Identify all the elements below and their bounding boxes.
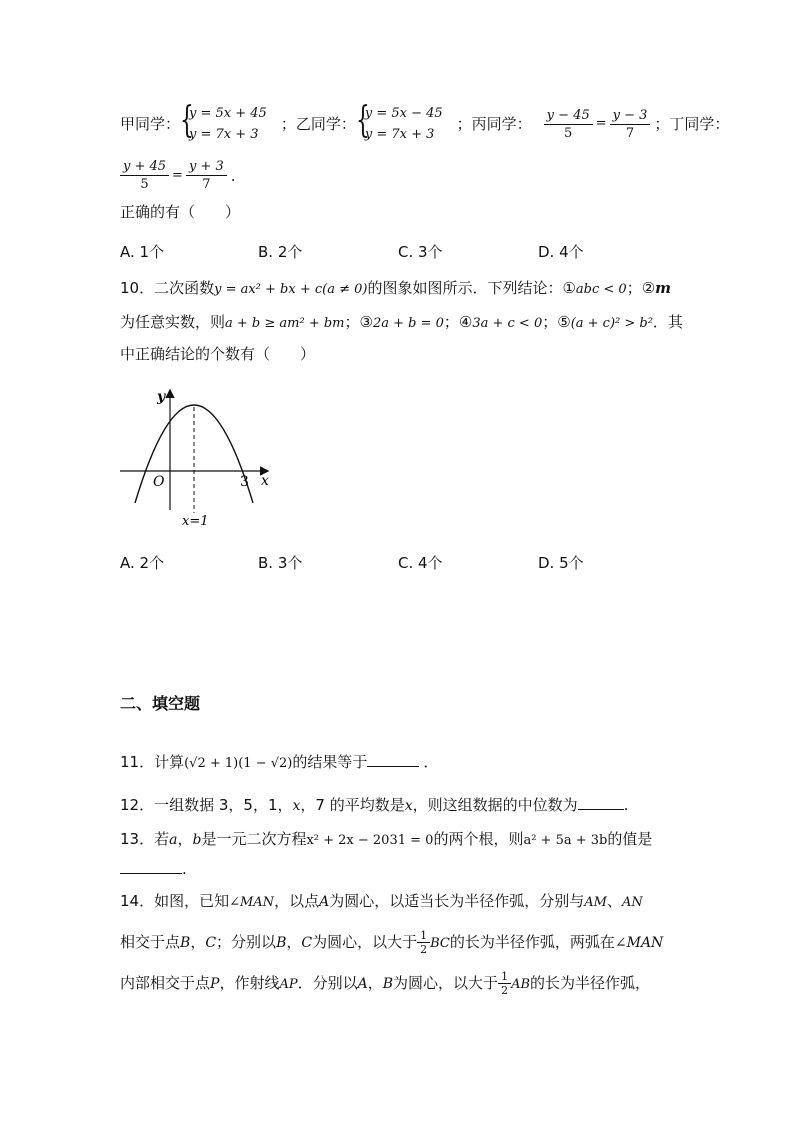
q10-conclusion-5: (a + c)² > b² (570, 316, 653, 331)
q13-line (120, 828, 652, 852)
q9-sep1: ；乙同学： (280, 115, 356, 133)
q10-l2-b: ；③ (344, 313, 373, 331)
q14-l3-e: 为圆心，以大于 (393, 974, 499, 992)
q13-a: 13．若 (120, 830, 170, 848)
q10-option-b: B. 3个 (258, 554, 303, 572)
q11-a: 11．计算 (120, 753, 185, 771)
q14-ray-ap: AP (279, 977, 298, 992)
q14-point-c2: C (301, 935, 313, 951)
q9-ding-num1: y + 45 (120, 158, 169, 176)
symmetry-label: x=1 (182, 514, 209, 529)
q14-l3-a: 内部相交于点 (120, 974, 211, 992)
q9-students-line (120, 100, 730, 145)
q9-jia-label: 甲同学： (120, 115, 181, 133)
q14-point-b3: B (382, 976, 394, 992)
q14-l3-d: ， (367, 974, 383, 992)
q9-sep2: ；丙同学： (456, 115, 532, 133)
q10-option-c: C. 4个 (398, 554, 443, 572)
q10-option-a: A. 2个 (120, 554, 165, 572)
q9-option-b: B. 2个 (258, 243, 303, 261)
q14-l2-c: ；分别以 (216, 933, 277, 951)
q13-end: . (182, 860, 187, 878)
q9-jia-brace: { (180, 100, 194, 141)
origin-label: O (153, 474, 165, 490)
q9-yi-eq1: y = 5x − 45 (364, 106, 443, 121)
q12-answer-blank[interactable] (578, 793, 624, 810)
q14-half-2-num: 1 (498, 970, 511, 984)
q9-bing-equals: = (595, 116, 607, 131)
q14-half-2-den: 2 (501, 984, 509, 997)
q14-l2-d: ， (286, 933, 302, 951)
q13-equation: x² + 2x − 2031 = 0 (306, 833, 434, 848)
q14-point-a2: A (357, 976, 368, 992)
q14-point-c: C (205, 935, 217, 951)
q10-option-d: D. 5个 (538, 554, 584, 572)
q12-x2: x (404, 798, 413, 814)
q14-angle-2: ∠MAN (614, 935, 664, 951)
q14-line1 (120, 890, 643, 914)
q9-bing-frac1 (544, 107, 593, 142)
q9-option-a: A. 1个 (120, 243, 165, 261)
q14-line2 (120, 929, 663, 956)
q12-d: . (623, 796, 629, 814)
q14-l1-b: ，以点 (274, 892, 320, 910)
q13-bv: b (192, 832, 202, 848)
q14-l2-f: 的长为半径作弧，两弧在 (449, 933, 615, 951)
q9-bing-frac2 (610, 107, 651, 142)
q10-l2-d: ；⑤ (542, 313, 571, 331)
q11-answer-blank[interactable] (367, 750, 419, 767)
q14-half-1-num: 1 (417, 929, 430, 943)
q9-bing-den2: 7 (625, 125, 635, 141)
q11-line (120, 750, 438, 775)
q10-l1-a: 10．二次函数 (120, 279, 215, 297)
q14-line3 (120, 970, 650, 997)
q13-answer-blank[interactable] (120, 857, 182, 874)
q11-c: ． (423, 753, 439, 771)
q14-half-2 (498, 970, 511, 997)
q14-l1-c: 为圆心，以适当长为半径作弧，分别与 (329, 892, 585, 910)
q9-sep3: ；丁同学： (654, 115, 730, 133)
q10-l1-c: ；② (626, 279, 656, 297)
q14-point-b2: B (276, 935, 287, 951)
q14-half-1-den: 2 (420, 943, 428, 956)
q14-an: AN (621, 895, 643, 910)
q9-ding-num2: y + 3 (186, 158, 227, 176)
root-label: 3 (240, 474, 249, 490)
q14-l2-a: 相交于点 (120, 933, 181, 951)
q10-l2-e: ．其 (652, 313, 683, 331)
q10-conclusion-4: 3a + c < 0 (472, 316, 543, 331)
q12-b: ，7 的平均数是 (300, 796, 405, 814)
q9-option-d: D. 4个 (538, 243, 584, 261)
q14-half-1 (417, 929, 430, 956)
q13-c: 是一元二次方程 (201, 830, 307, 848)
q10-line2 (120, 311, 683, 335)
q9-jia-eq1: y = 5x + 45 (189, 106, 267, 121)
q12-c: ，则这组数据的中位数为 (412, 796, 578, 814)
q9-yi-brace: { (355, 100, 370, 141)
q9-jia-system (180, 100, 267, 145)
q14-point-p: P (210, 976, 220, 992)
q11-b: 的结果等于 (292, 753, 368, 771)
q14-l3-c: ．分别以 (297, 974, 358, 992)
q10-line3: 中正确结论的个数有（ ） (120, 345, 316, 363)
q10-conclusion-2: a + b ≥ am² + bm (225, 316, 345, 331)
q10-line1 (120, 277, 671, 301)
q10-conclusion-3: 2a + b = 0 (372, 316, 444, 331)
q13-expression: a² + 5a + 3b (523, 833, 608, 848)
q14-point-b: B (180, 935, 191, 951)
q9-bing-num2: y − 3 (610, 107, 651, 125)
q14-l3-f: 的长为半径作弧， (530, 974, 651, 992)
q14-point-a: A (319, 894, 330, 910)
q12-line (120, 793, 628, 817)
q10-parabola-graph (115, 385, 275, 535)
q10-conclusion-1: abc < 0 (575, 282, 627, 297)
q13-e: 的值是 (607, 830, 653, 848)
q9-ding-frac2 (186, 158, 227, 193)
q9-ding-frac1 (120, 158, 169, 193)
q14-angle: ∠MAN (229, 895, 275, 910)
q13-d: 的两个根，则 (433, 830, 524, 848)
section-title: 二、填空题 (120, 694, 201, 713)
q9-ding-line (120, 158, 236, 193)
q14-l1-d: 、 (606, 892, 622, 910)
q14-am: AM (584, 895, 607, 910)
x-axis-label: x (261, 473, 269, 489)
q9-question: 正确的有（ ） (120, 203, 241, 221)
q13-av: a (169, 832, 178, 848)
q9-yi-eq2: y = 7x + 3 (364, 127, 435, 142)
q11-expression: (√2 + 1)(1 − √2) (184, 756, 293, 771)
q12-x1: x (292, 798, 301, 814)
q9-ding-end: . (230, 166, 236, 185)
q12-a: 12．一组数据 3，5，1， (120, 796, 293, 814)
q14-bc: BC (430, 936, 450, 951)
q13-b: ， (177, 830, 193, 848)
q9-ding-den1: 5 (140, 177, 149, 192)
q10-l1-b: 的图象如图所示．下列结论：① (367, 279, 576, 297)
q10-m-var: m (655, 279, 672, 297)
q9-bing-den1: 5 (564, 125, 573, 141)
q9-ding-den2: 7 (202, 177, 211, 192)
q10-function: y = ax² + bx + c(a ≠ 0) (214, 282, 368, 297)
q10-l2-a: 为任意实数，则 (120, 313, 226, 331)
q14-l1-a: 14．如图，已知 (120, 892, 230, 910)
q9-ding-equals: = (172, 167, 183, 183)
q10-l2-c: ；④ (443, 313, 473, 331)
q14-ab: AB (511, 977, 531, 992)
q9-option-c: C. 3个 (398, 243, 443, 261)
q9-yi-system (355, 100, 443, 145)
q13-line2 (120, 857, 187, 880)
q14-l2-b: ， (190, 933, 206, 951)
q14-l3-b: ，作射线 (219, 974, 280, 992)
q9-jia-eq2: y = 7x + 3 (189, 127, 259, 142)
y-axis-label: y (157, 389, 166, 405)
q14-l2-e: 为圆心，以大于 (312, 933, 418, 951)
q9-bing-num1: y − 45 (544, 107, 593, 125)
